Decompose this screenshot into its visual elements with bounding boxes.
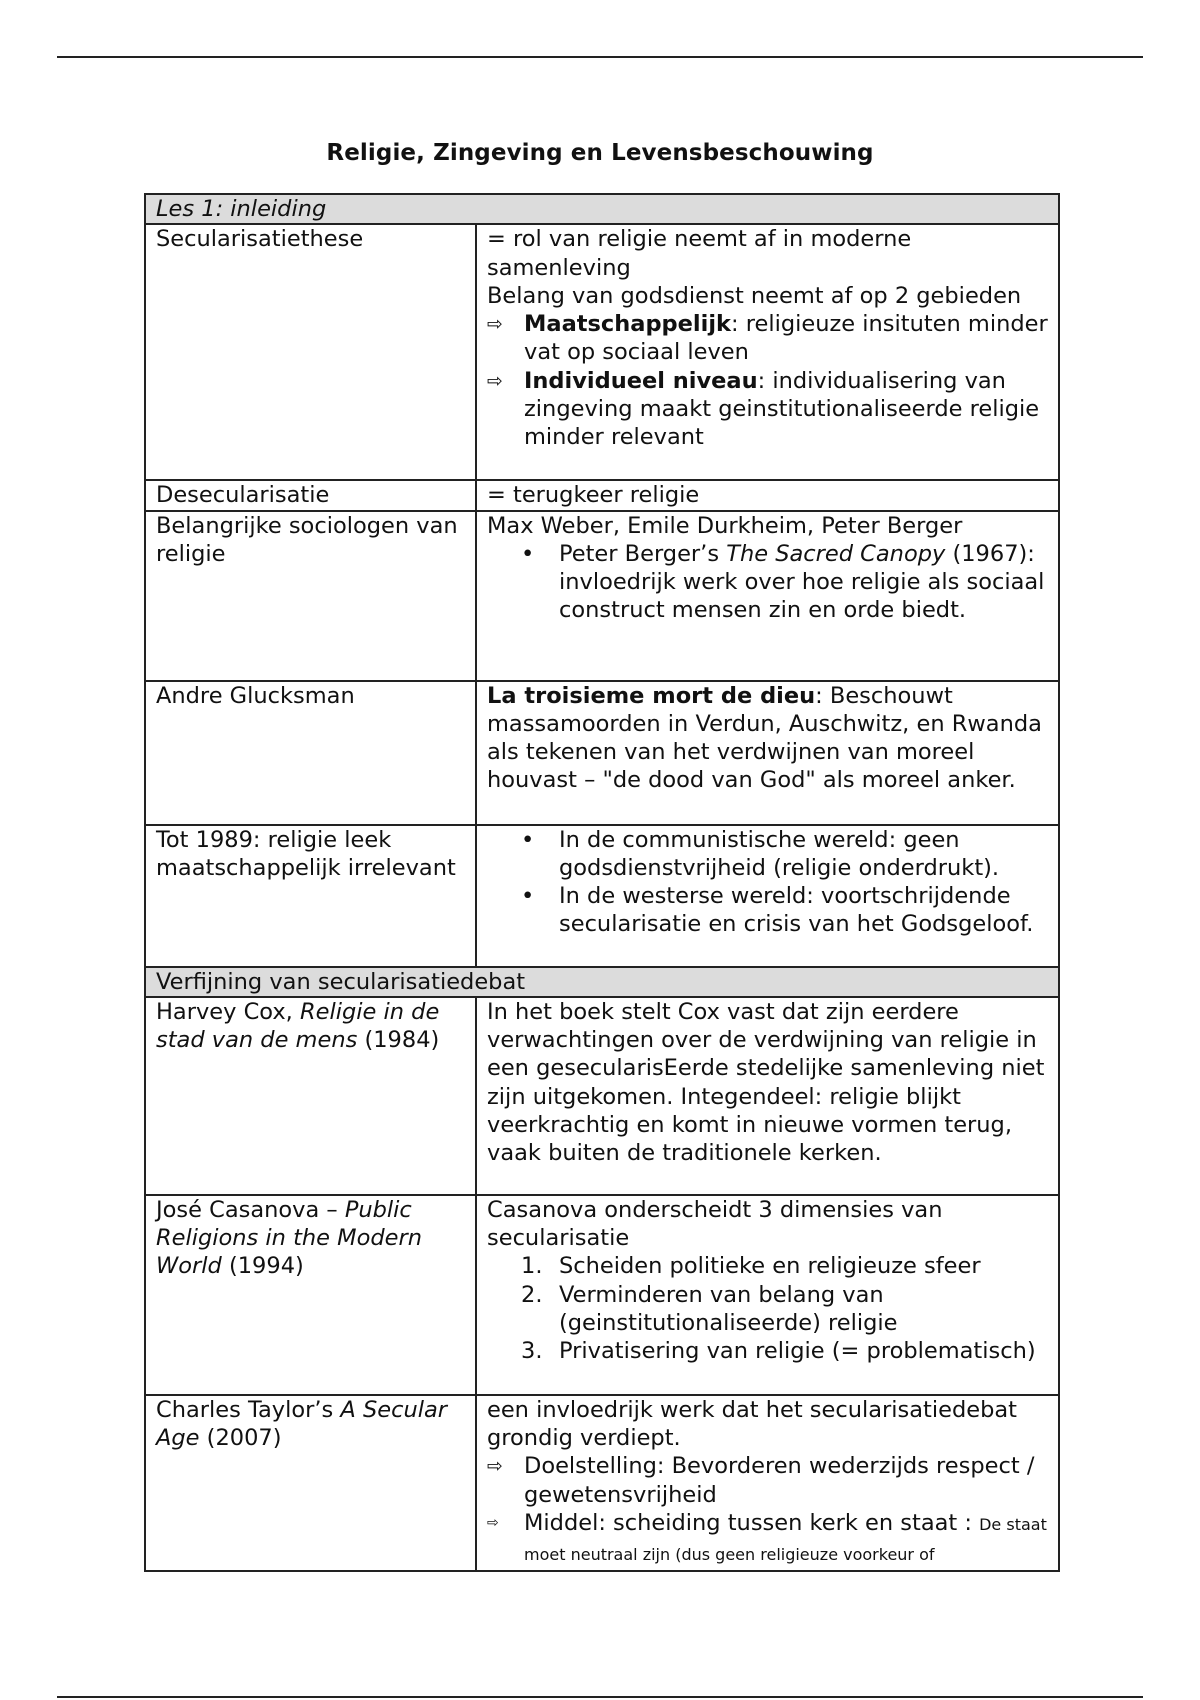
header-rule: [57, 56, 1143, 58]
bullet-icon: •: [521, 826, 535, 853]
table-row: [145, 480, 1059, 510]
term-cell: Tot 1989: religie leek maatschappelijk irrelevant: [145, 825, 476, 967]
table-row: [145, 224, 1059, 480]
list-item: • In de communistische wereld: geen godsdienstvrijheid (religie onderdrukt).: [521, 826, 1000, 881]
arrow-icon: ⇨: [487, 313, 503, 336]
arrow-icon: ⇨: [487, 1515, 499, 1532]
table-row: [145, 681, 1059, 825]
list-item: ⇨ Middel: scheiding tussen kerk en staat : De staat moet neutraal zijn (dus geen religieuze voorkeur of: [487, 1510, 1047, 1565]
table-row: [145, 997, 1059, 1195]
definition-text: = rol van religie neemt af in moderne samenleving: [487, 226, 912, 281]
term-cell: Harvey Cox, Religie in de stad van de mens (1984): [145, 997, 476, 1195]
list-item: ⇨ Doelstelling: Bevorderen wederzijds respect / gewetensvrijheid: [487, 1453, 1035, 1508]
table-row: [145, 511, 1059, 681]
table-row: [145, 1395, 1059, 1571]
arrow-icon: ⇨: [487, 369, 503, 392]
term-cell: José Casanova – Public Religions in the Modern World (1994): [145, 1195, 476, 1395]
definition-text: Max Weber, Emile Durkheim, Peter Berger: [487, 512, 963, 539]
term-cell: Secularisatiethese: [145, 224, 476, 480]
list-item: • In de westerse wereld: voortschrijdende secularisatie en crisis van het Godsgeloof.: [521, 883, 1034, 938]
list-item: • Peter Berger’s The Sacred Canopy (1967): invloedrijk werk over hoe religie als sociaal construct mensen zin en orde biedt.: [521, 540, 1045, 624]
term-cell: Andre Glucksman: [145, 681, 476, 825]
section-row-les1: [145, 194, 1059, 224]
bullet-icon: •: [521, 540, 535, 567]
definition-cell: La troisieme mort de dieu: Beschouwt massamoorden in Verdun, Auschwitz, en Rwanda als tekenen van het verdwijnen van moreel houvast – "de dood van God" als moreel anker.: [476, 681, 1059, 825]
definition-cell: [476, 825, 1059, 967]
section-row-verfijning: [145, 967, 1059, 997]
definition-cell: [476, 511, 1059, 681]
footer-rule: [57, 1696, 1143, 1698]
table-row: [145, 1195, 1059, 1395]
notes-table: [144, 193, 1060, 1572]
section-heading: Les 1: inleiding: [156, 196, 327, 222]
list-item: 1. Scheiden politieke en religieuze sfeer: [521, 1253, 981, 1280]
definition-cell: = terugkeer religie: [476, 480, 1059, 510]
document-title: Religie, Zingeving en Levensbeschouwing: [326, 140, 874, 166]
list-item: 2. Verminderen van belang van (geinstitutionaliseerde) religie: [521, 1281, 898, 1337]
definition-cell: [476, 224, 1059, 480]
list-item: ⇨ Individueel niveau: individualisering van zingeving maakt geinstitutionaliseerde religie minder relevant: [487, 367, 1040, 451]
section-heading: Verfijning van secularisatiedebat: [156, 968, 526, 995]
definition-cell: In het boek stelt Cox vast dat zijn eerdere verwachtingen over de verdwijning van religie in een gesecularisEerde stedelijke samenleving niet zijn uitgekomen. Integendeel: religie blijkt veerkrachtig en komt in nieuwe vormen terug, vaak buiten de traditionele kerken.: [476, 997, 1059, 1195]
definition-cell: [476, 1195, 1059, 1395]
definition-cell: [476, 1395, 1059, 1571]
list-item: 3. Privatisering van religie (= problematisch): [521, 1338, 1036, 1365]
arrow-icon: ⇨: [487, 1455, 503, 1478]
bullet-icon: •: [521, 883, 535, 910]
term-cell: Charles Taylor’s A Secular Age (2007): [145, 1395, 476, 1571]
table-row: [145, 825, 1059, 967]
term-cell: Desecularisatie: [145, 480, 476, 510]
list-item: ⇨ Maatschappelijk: religieuze insituten minder vat op sociaal leven: [487, 311, 1048, 366]
definition-text: Belang van godsdienst neemt af op 2 gebieden: [487, 282, 1022, 309]
definition-text: een invloedrijk werk dat het secularisatiedebat grondig verdiept.: [487, 1396, 1017, 1452]
definition-text: Casanova onderscheidt 3 dimensies van secularisatie: [487, 1196, 943, 1252]
term-cell: Belangrijke sociologen van religie: [145, 511, 476, 681]
